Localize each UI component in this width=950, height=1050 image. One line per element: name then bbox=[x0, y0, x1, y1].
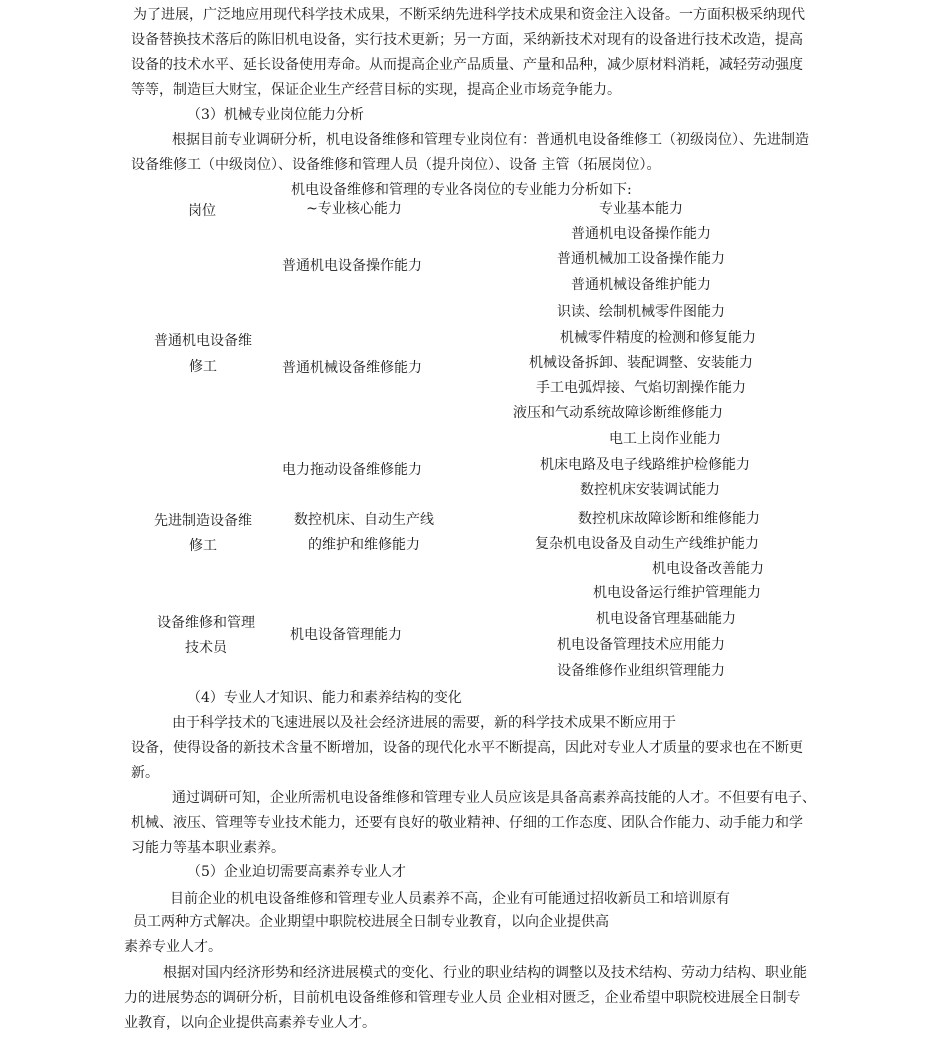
core-cell: 机电设备管理能力 bbox=[290, 627, 402, 643]
paragraph-line: 根据对国内经济形势和经济进展模式的变化、行业的职业结构的调整以及技术结构、劳动力结构、职业能 bbox=[163, 965, 807, 981]
basic-cell: 机电设备管理技术应用能力 bbox=[557, 637, 725, 653]
basic-cell: 机电设备官理基础能力 bbox=[596, 611, 736, 627]
basic-cell: 机床电路及电子线路维护检修能力 bbox=[540, 457, 750, 473]
basic-cell: 普通机械设备维护能力 bbox=[571, 277, 711, 293]
paragraph-line: 根据目前专业调研分析，机电设备维修和管理专业岗位有：普通机电设备维修工（初级岗位）、先进制造 bbox=[172, 132, 809, 148]
section-heading: （4）专业人才知识、能力和素养结构的变化 bbox=[187, 690, 462, 706]
post-cell: 设备维修和管理 bbox=[157, 615, 255, 631]
core-cell: 电力拖动设备维修能力 bbox=[282, 462, 422, 478]
post-cell: 普通机电设备维 bbox=[154, 333, 252, 349]
basic-cell: 手工电弧焊接、气焰切割操作能力 bbox=[536, 380, 746, 396]
post-cell: 修工 bbox=[189, 538, 217, 554]
post-cell: 先进制造设备维 bbox=[154, 513, 252, 529]
paragraph-line: 设备维修工（中级岗位）、设备维修和管理人员（提升岗位）、设备 主管（拓展岗位）。 bbox=[131, 157, 661, 173]
basic-cell: 机械零件精度的检测和修复能力 bbox=[560, 330, 756, 346]
section-heading: （5）企业迫切需要高素养专业人才 bbox=[187, 864, 406, 880]
basic-cell: 机电设备运行维护管理能力 bbox=[593, 585, 761, 601]
paragraph-line: 新。 bbox=[131, 765, 159, 781]
table-header-core: ~专业核心能力 bbox=[306, 201, 402, 217]
basic-cell: 液压和气动系统故障诊断维修能力 bbox=[513, 405, 723, 421]
basic-cell: 复杂机电设备及自动生产线维护能力 bbox=[535, 536, 759, 552]
paragraph-line: 员工两种方式解决。企业期望中职院校进展全日制专业教育，以向企业提供高 bbox=[133, 914, 609, 930]
paragraph-line: 业教育，以向企业提供高素养专业人才。 bbox=[124, 1015, 376, 1031]
paragraph-line: 设备替换技术落后的陈旧机电设备，实行技术更新；另一方面，采纳新技术对现有的设备进行技术改造，提高 bbox=[131, 32, 803, 48]
paragraph-line: 习能力等基本职业素养。 bbox=[131, 840, 285, 856]
basic-cell: 电工上岗作业能力 bbox=[609, 431, 721, 447]
post-cell: 技术员 bbox=[185, 640, 227, 656]
basic-cell: 普通机电设备操作能力 bbox=[571, 226, 711, 242]
paragraph-line: 设备，使得设备的新技术含量不断增加，设备的现代化水平不断提高，因此对专业人才质量的要求也在不断更 bbox=[131, 740, 803, 756]
basic-cell: 普通机械加工设备操作能力 bbox=[557, 251, 725, 267]
paragraph-line: 力的进展势态的调研分析，目前机电设备维修和管理专业人员 企业相对匮乏，企业希望中职院校进展全日制专 bbox=[124, 990, 801, 1006]
paragraph-line: 通过调研可知，企业所需机电设备维修和管理专业人员应该是具备高素养高技能的人才。不但要有电子、 bbox=[172, 790, 816, 806]
paragraph-line: 素养专业人才。 bbox=[124, 939, 222, 955]
paragraph-line: 由于科学技术的飞速进展以及社会经济进展的需要，新的科学技术成果不断应用于 bbox=[172, 715, 676, 731]
post-cell: 修工 bbox=[189, 359, 217, 375]
table-header-basic: 专业基本能力 bbox=[599, 201, 683, 217]
table-caption: 机电设备维修和管理的专业各岗位的专业能力分析如下: bbox=[291, 182, 632, 198]
paragraph-line: 设备的技术水平、延长设备使用寿命。从而提高企业产品质量、产量和品种，减少原材料消耗，减轻劳动强度 bbox=[131, 57, 803, 73]
core-cell: 的维护和维修能力 bbox=[308, 537, 420, 553]
basic-cell: 机械设备拆卸、装配调整、安装能力 bbox=[529, 355, 753, 371]
basic-cell: 数控机床安装调试能力 bbox=[580, 482, 720, 498]
paragraph-line: 机械、液压、管理等专业技术能力，还要有良好的敬业精神、仔细的工作态度、团队合作能力、动手能力和学 bbox=[131, 815, 803, 831]
core-cell: 普通机械设备维修能力 bbox=[282, 360, 422, 376]
section-heading: （3）机械专业岗位能力分析 bbox=[187, 107, 364, 123]
core-cell: 普通机电设备操作能力 bbox=[282, 258, 422, 274]
basic-cell: 设备维修作业组织管理能力 bbox=[557, 663, 725, 679]
paragraph-line: 目前企业的机电设备维修和管理专业人员素养不高，企业有可能通过招收新员工和培训原有 bbox=[170, 891, 730, 907]
paragraph-line: 等等，制造巨大财宝，保证企业生产经营目标的实现，提高企业市场竞争能力。 bbox=[131, 82, 621, 98]
basic-cell: 数控机床故障诊断和维修能力 bbox=[578, 511, 760, 527]
basic-cell: 机电设备改善能力 bbox=[652, 561, 764, 577]
paragraph-line: 为了进展，广泛地应用现代科学技术成果，不断采纳先进科学技术成果和资金注入设备。一方面积极采纳现代 bbox=[133, 7, 805, 23]
table-header-post: 岗位 bbox=[188, 203, 216, 219]
basic-cell: 识读、绘制机械零件图能力 bbox=[557, 304, 725, 320]
core-cell: 数控机床、自动生产线 bbox=[294, 512, 434, 528]
